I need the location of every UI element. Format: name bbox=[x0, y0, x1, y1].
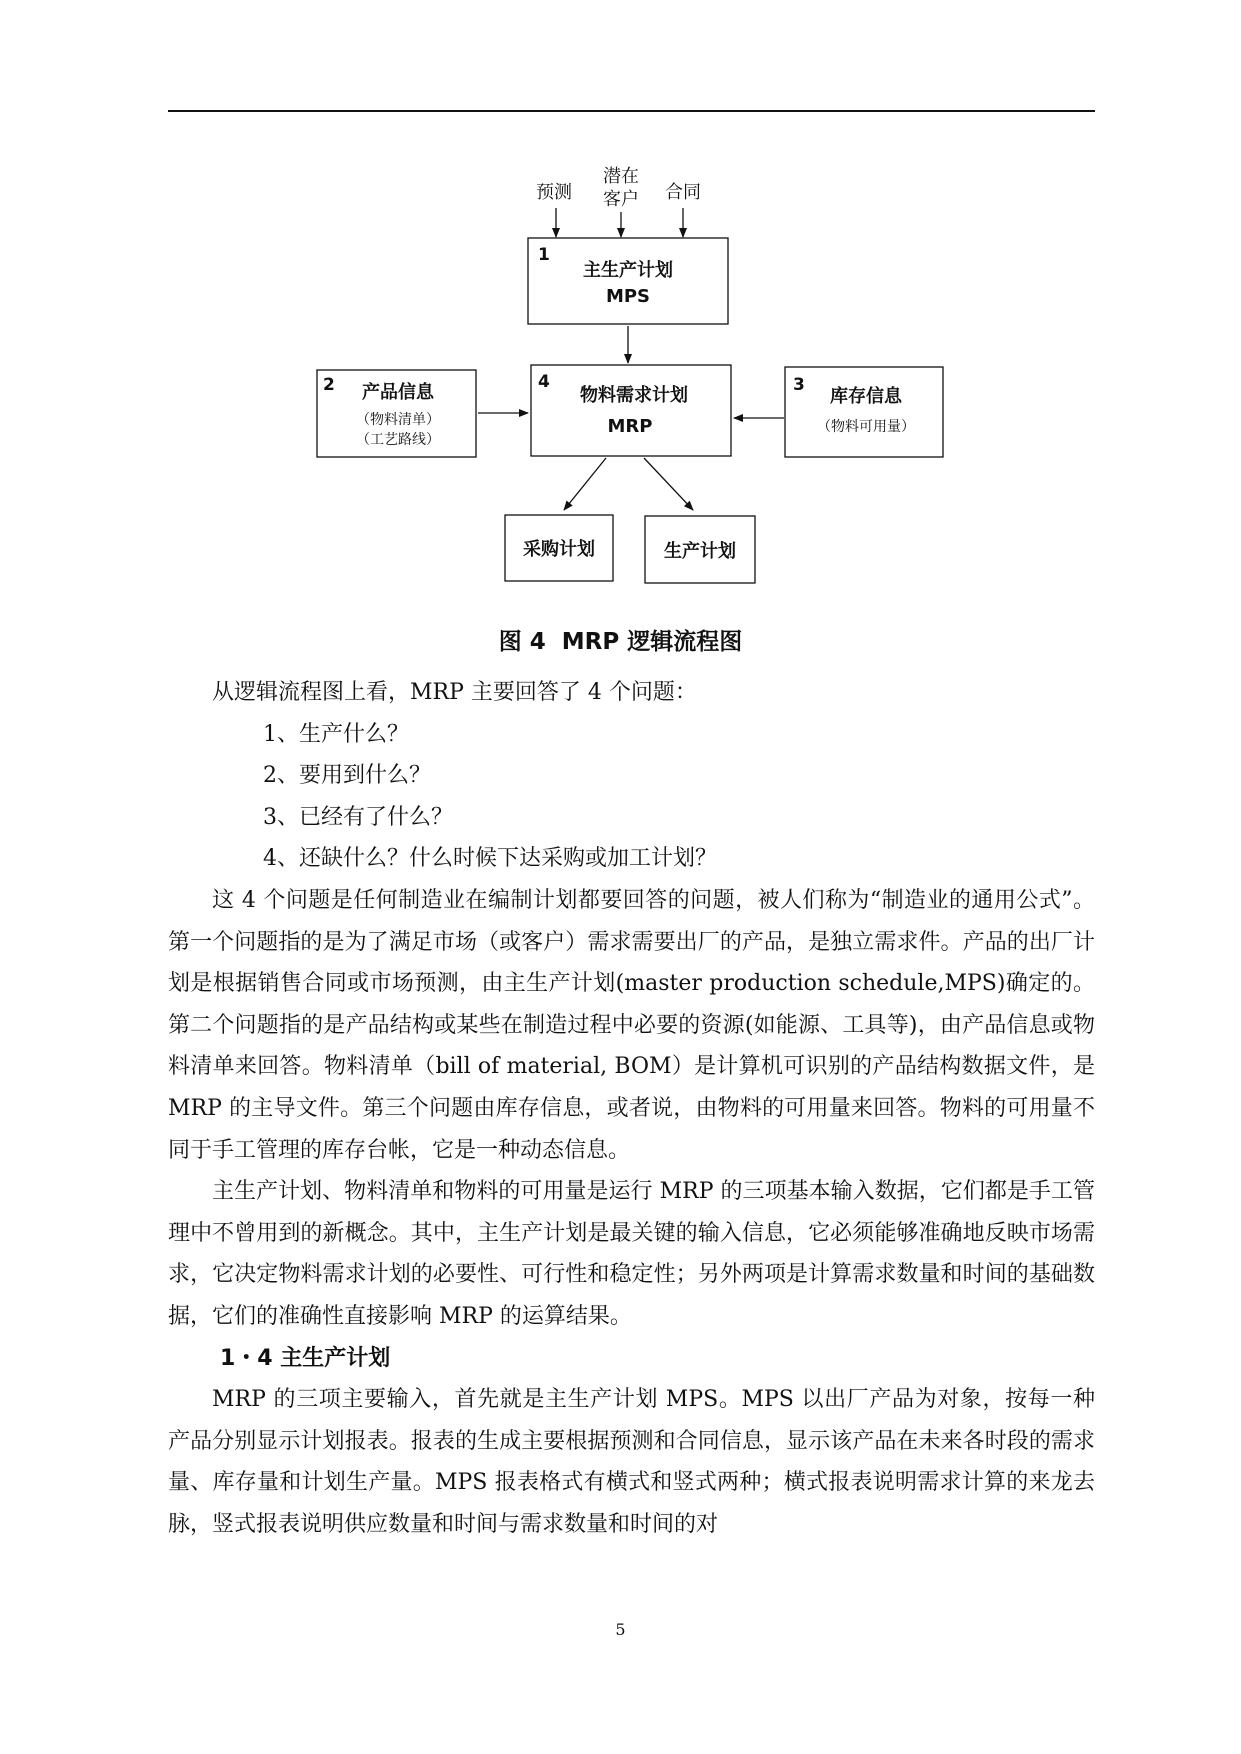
box-inventory-info-line1: （物料可用量） bbox=[817, 419, 915, 435]
paragraph-formula: 这 4 个问题是任何制造业在编制计划都要回答的问题，被人们称为“制造业的通用公式”。第一个问题指的是为了满足市场（或客户）需求需要出厂的产品，是独立需求件。产品的出厂计划是根据销售合同或市场预测，由主生产计划(master production schedule,MPS)确定的。第二个问题指的是产品结构或某些在制造过程中必要的资源(如能源、工具等)，由产品信息或物料清单来回答。物料清单（bill of material, BOM）是计算机可识别的产品结构数据文件，是 MRP 的主导文件。第三个问题由库存信息，或者说，由物料的可用量来回答。物料的可用量不同于手工管理的库存台帐，它是一种动态信息。 bbox=[168, 887, 1095, 1163]
page-number: 5 bbox=[615, 1620, 626, 1639]
paragraph-inputs: 主生产计划、物料清单和物料的可用量是运行 MRP 的三项基本输入数据，它们都是手工管理中不曾用到的新概念。其中，主生产计划是最关键的输入信息，它必须能够准确地反映市场需求，它决定物料需求计划的必要性、可行性和稳定性；另外两项是计算需求数量和时间的基础数据，它们的准确性直接影响 MRP 的运算结果。 bbox=[168, 1179, 1095, 1329]
box-mps-number: 1 bbox=[538, 245, 550, 265]
box-product-info-number: 2 bbox=[323, 375, 335, 395]
input-potential-customer-line2: 客户 bbox=[603, 189, 639, 210]
box-inventory-info bbox=[785, 367, 943, 457]
arrow-mrp-to-purchase bbox=[564, 458, 606, 510]
box-mrp bbox=[531, 365, 731, 456]
section-heading: 1・4 主生产计划 bbox=[220, 1345, 391, 1371]
box-mps-title: 主生产计划 bbox=[583, 260, 673, 281]
box-inventory-info-title: 库存信息 bbox=[830, 386, 902, 407]
box-inventory-info-number: 3 bbox=[793, 375, 805, 395]
box-product-info-line2: （工艺路线） bbox=[356, 432, 440, 448]
figure-caption-title: MRP 逻辑流程图 bbox=[561, 629, 743, 655]
question-item: 4、还缺什么？什么时候下达采购或加工计划？ bbox=[263, 846, 717, 872]
box-production-plan-label: 生产计划 bbox=[664, 541, 736, 562]
question-item: 3、已经有了什么？ bbox=[263, 804, 453, 830]
input-contract-label: 合同 bbox=[665, 182, 701, 203]
arrow-mrp-to-production bbox=[644, 458, 693, 510]
input-forecast-label: 预测 bbox=[536, 182, 572, 203]
input-potential-customer-line1: 潜在 bbox=[603, 166, 639, 187]
body-text bbox=[168, 672, 1095, 1545]
intro-paragraph: 从逻辑流程图上看，MRP 主要回答了 4 个问题： bbox=[212, 680, 697, 705]
box-mrp-title: 物料需求计划 bbox=[580, 385, 688, 406]
box-product-info-line1: （物料清单） bbox=[356, 412, 440, 428]
mrp-flow-diagram bbox=[0, 0, 1241, 600]
box-product-info-title: 产品信息 bbox=[362, 382, 434, 403]
figure-caption-label: 图 4 bbox=[498, 629, 546, 655]
box-mrp-number: 4 bbox=[538, 372, 550, 392]
box-mps bbox=[528, 238, 728, 324]
box-mps-sub: MPS bbox=[605, 286, 651, 307]
question-item: 1、生产什么？ bbox=[263, 721, 409, 747]
box-purchase-plan-label: 采购计划 bbox=[523, 539, 595, 560]
box-mrp-sub: MRP bbox=[607, 416, 653, 437]
figure-caption bbox=[0, 623, 1241, 656]
paragraph-mps: MRP 的三项主要输入，首先就是主生产计划 MPS。MPS 以出厂产品为对象，按每一种产品分别显示计划报表。报表的生成主要根据预测和合同信息，显示该产品在未来各时段的需求量、库存量和计划生产量。MPS 报表格式有横式和竖式两种；横式报表说明需求计算的来龙去脉，竖式报表说明供应数量和时间与需求数量和时间的对 bbox=[168, 1387, 1095, 1537]
question-item: 2、要用到什么？ bbox=[263, 763, 431, 789]
